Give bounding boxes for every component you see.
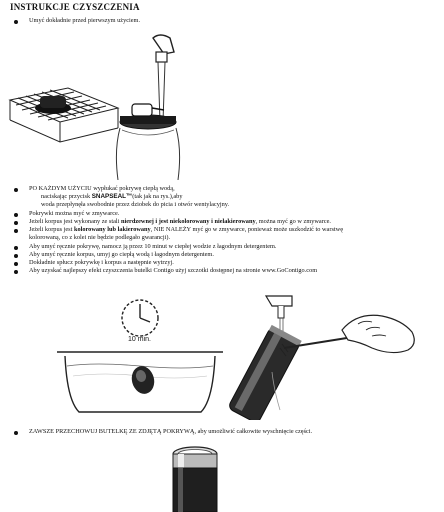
- after-use-text: naciskając przycisk: [41, 193, 92, 200]
- bullet-dot: [14, 270, 18, 274]
- bullet-text: , można myć go w zmywarce.: [255, 218, 331, 225]
- bullet-text-5: Aby umyć ręcznie korpus, umyj go ciepłą wodą i łagodnym detergentem.: [29, 251, 214, 258]
- bullet-text-2: [29, 218, 331, 226]
- snapseal-brand: SNAPSEAL™: [91, 193, 133, 200]
- bullet-text: , NIE NALEŻY myć go w zmywarce, ponieważ może uszkodzić to warstwę: [150, 226, 343, 233]
- timer-label: 10 min.: [128, 336, 151, 343]
- bullet-text-1: Pokrywki można myć w zmywarce.: [29, 210, 120, 217]
- bullet-text-7: Aby uzyskać najlepszy efekt czyszczenia butelki Contigo użyj szczotki dostępnej na stronie www.GoContigo.com: [29, 267, 318, 274]
- bullet-text-3: [29, 226, 343, 234]
- bullet-text-6: Dokładnie spłucz pokrywkę i korpus a następnie wytrzyj.: [29, 259, 174, 266]
- bullet-text-4: Aby umyć ręcznie pokrywę, namocz ją przez 10 minut w ciepłej wodzie z łagodnym detergentem.: [29, 243, 277, 250]
- brush-bottle-illustration: [222, 290, 432, 420]
- bullet-dot: [14, 229, 18, 233]
- after-use-text: (tak jak na rys.),aby: [132, 193, 183, 200]
- bullet-text: Jeżeli korpus jest: [29, 226, 74, 233]
- after-use-line1: PO KAŻDYM UŻYCIU wypłukać pokrywę ciepłą wodą,: [29, 185, 175, 192]
- bullet-dot: [14, 188, 18, 192]
- after-use-line2: [41, 193, 182, 201]
- soak-timer-illustration: [55, 296, 225, 424]
- bullet-dot: [14, 246, 18, 250]
- intro-text: Umyć dokładnie przed pierwszym użyciem.: [29, 17, 141, 24]
- bullet-bold-text: kolorowany lub lakierowany: [73, 226, 151, 233]
- lid-rinse-illustration: [8, 30, 208, 180]
- bullet-dot: [14, 213, 18, 217]
- bullet-text-3-cont: kolorowaną, co z kolei nie będzie podlegało gwarancji).: [29, 234, 171, 241]
- bullet-dot: [14, 20, 18, 24]
- open-bottle-illustration: [160, 440, 230, 512]
- bullet-dot: [14, 431, 18, 435]
- storage-note: ZAWSZE PRZECHOWUJ BUTELKĘ ZE ZDJĘTĄ POKRYWĄ, aby umożliwić całkowite wyschnięcie części.: [29, 428, 313, 435]
- page-title: INSTRUKCJE CZYSZCZENIA: [10, 2, 140, 12]
- bullet-bold-text: nierdzewnej i jest niekolorowany i nielakierowany: [120, 218, 256, 225]
- bullet-dot: [14, 262, 18, 266]
- bullet-dot: [14, 254, 18, 258]
- bullet-text: Jeżeli korpus jest wykonany ze stali: [29, 218, 121, 225]
- bullet-dot: [14, 221, 18, 225]
- after-use-line3: woda przepłynęła swobodnie przez dziobek do picia i otwór wentylacyjny.: [41, 201, 230, 208]
